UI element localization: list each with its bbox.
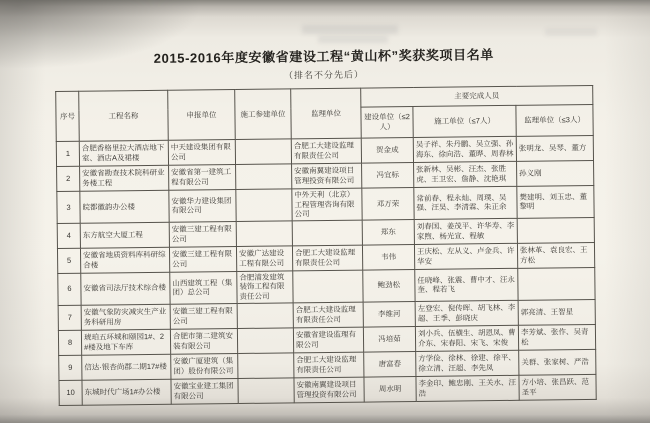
cell-builder-people: 冯宜标 <box>362 162 414 188</box>
cell-supervision-unit: 安徽南翼建设项目管理投资有限公司 <box>292 163 362 189</box>
cell-supervision-unit: 合肥工大建设监理有限责任公司 <box>293 302 363 328</box>
cell-project-name: 安徽省司法厅技术综合楼 <box>81 272 170 305</box>
awards-table <box>55 85 597 406</box>
column-header-project-name: 工程名称 <box>79 90 169 141</box>
cell-supervisor-people: 郭亮清、王智星 <box>518 299 595 325</box>
cell-constructor-people: 方学俭、徐林、徐建、徐平、徐立清、汪超、李先凤 <box>416 350 519 376</box>
cell-construction-participant: 安徽广达建设工程有限公司 <box>236 246 292 272</box>
cell-construction-participant <box>236 189 292 221</box>
cell-supervision-unit: 中外天利（北京）工程管理咨询有限公司 <box>292 188 362 221</box>
column-header-applicant-unit: 申报单位 <box>168 90 236 141</box>
cell-applicant-unit: 合肥市第二建筑安装有限公司 <box>170 328 237 354</box>
cell-supervisor-people: 方小培、张昌跃、范圣平 <box>519 374 596 400</box>
cell-builder-people: 郑东 <box>362 219 414 245</box>
cell-builder-people: 韦伟 <box>362 244 414 270</box>
cell-serial-number: 10 <box>59 380 82 405</box>
cell-builder-people: 唐富春 <box>364 351 416 377</box>
cell-supervisor-people: 张明龙、吴琴、董方 <box>516 135 593 161</box>
cell-applicant-unit: 安徽三建工程有限公司 <box>169 221 236 247</box>
cell-project-name: 安徽气象防灾减灾生产业务科研用房 <box>81 304 170 330</box>
column-header-supervisor-people: 监理单位（≤3人） <box>516 104 593 136</box>
cell-applicant-unit: 山西建筑工程（集团）总公司 <box>170 271 237 304</box>
cell-serial-number: 1 <box>56 141 79 166</box>
cell-supervision-unit: 合肥工大建设监理有限责任公司 <box>292 245 362 271</box>
cell-applicant-unit: 安徽三建工程有限公司 <box>169 246 236 272</box>
cell-constructor-people: 左登宏、倪传晖、胡飞林、李超、王季、彭晓庆 <box>415 300 518 326</box>
cell-builder-people: 贺金成 <box>361 137 413 163</box>
cell-supervision-unit <box>293 270 363 303</box>
cell-serial-number: 2 <box>57 166 80 191</box>
column-header-serial-number: 序号 <box>56 91 80 141</box>
cell-serial-number: 5 <box>57 248 80 273</box>
cell-serial-number: 7 <box>58 305 81 330</box>
cell-construction-participant <box>236 221 292 247</box>
cell-constructor-people: 张新林、吴彬、汪杰、张胜虎、王卫宏、詹静、沈艳琪 <box>414 161 517 187</box>
cell-serial-number: 6 <box>58 273 81 305</box>
column-header-construction-participant: 施工参建单位 <box>235 89 292 140</box>
cell-applicant-unit: 安徽宝业建工集团有限公司 <box>171 378 238 404</box>
cell-supervisor-people: 关群、张家树、严浩 <box>519 349 596 375</box>
column-header-supervision-unit: 监理单位 <box>291 88 362 139</box>
cell-applicant-unit: 安徽华力建设集团有限公司 <box>169 190 236 223</box>
cell-construction-participant <box>235 139 291 165</box>
table-row <box>59 374 596 405</box>
cell-builder-people: 冯培茹 <box>363 326 415 352</box>
cell-constructor-people: 吴子祥、朱丹鹏、吴立强、孙海东、徐向浩、董晔、周春林 <box>413 136 516 162</box>
cell-serial-number: 8 <box>58 330 81 355</box>
table-body <box>56 135 596 405</box>
cell-construction-participant <box>238 377 294 403</box>
cell-supervision-unit: 合肥工大建设监理有限责任公司 <box>294 352 364 378</box>
cell-project-name: 琥珀五环城和颐园1#、2#楼及地下车库 <box>81 329 170 355</box>
cell-supervision-unit: 安徽省建设监理有限公司 <box>293 327 363 353</box>
cell-constructor-people: 刘小兵、伍横生、胡恩凤、曹介东、宋春阳、宋飞、宋俊 <box>415 325 518 351</box>
column-header-main-personnel-group: 主要完成人员 <box>361 85 593 107</box>
cell-supervision-unit <box>292 220 362 246</box>
cell-project-name: 安徽省地质资料库科研综合楼 <box>80 247 169 273</box>
cell-constructor-people: 王庆松、左从义、卢金兵、许华安 <box>414 243 517 269</box>
cell-serial-number: 4 <box>57 223 80 248</box>
cell-serial-number: 9 <box>59 355 82 380</box>
page-title: 2015-2016年度安徽省建设工程“黄山杯”奖获奖项目名单 <box>153 47 494 66</box>
cell-builder-people: 邓万荣 <box>362 187 414 219</box>
cell-construction-participant: 合肥浦发建筑装饰工程有限责任公司 <box>237 271 293 303</box>
cell-construction-participant <box>237 327 293 353</box>
cell-project-name: 东方航空大厦工程 <box>80 222 169 248</box>
cell-applicant-unit: 安徽广厦建筑（集团）股份有限公司 <box>171 353 238 379</box>
cell-supervision-unit: 合肥工大建设监理有限责任公司 <box>291 138 361 164</box>
cell-supervisor-people <box>517 217 594 243</box>
cell-supervisor-people: 孙义刚 <box>517 160 594 186</box>
cell-constructor-people: 刘春国、姜茂平、许华寿、李家煦、杨光宣、程敏 <box>414 218 517 244</box>
cell-constructor-people: 任晓峰、张震、曹中才、汪永奎、程若飞 <box>415 268 518 301</box>
page-subtitle: （排名不分先后） <box>283 69 365 81</box>
cell-builder-people: 周水明 <box>364 376 416 402</box>
cell-project-name: 东城时代广场1#办公楼 <box>82 379 171 405</box>
cell-supervisor-people: 樊建明、刘玉忠、董黎明 <box>517 185 594 218</box>
cell-project-name: 信达·银杏尚郡二期17#楼 <box>82 354 171 380</box>
cell-builder-people: 鲍劲松 <box>363 269 415 301</box>
cell-constructor-people: 李金印、鲍忠刚、王关水、汪浩 <box>416 375 519 401</box>
column-header-builder-people: 建设单位（≤2人） <box>361 106 413 138</box>
cell-builder-people: 李维河 <box>363 301 415 327</box>
cell-applicant-unit: 中天建设集团有限公司 <box>168 140 235 166</box>
cell-applicant-unit: 安徽三建工程有限公司 <box>170 303 237 329</box>
cell-construction-participant <box>237 302 293 328</box>
cell-project-name: 安徽省勘查技术院科研业务楼工程 <box>80 165 169 191</box>
cell-supervision-unit: 安徽南翼建设项目管理投资有限公司 <box>294 377 364 403</box>
cell-applicant-unit: 安徽省第一建筑工程有限公司 <box>169 165 236 191</box>
cell-supervisor-people: 张林革、袁良宏、王方松 <box>517 242 594 268</box>
cell-serial-number: 3 <box>57 191 80 223</box>
cell-construction-participant <box>236 164 292 190</box>
cell-construction-participant <box>238 352 294 378</box>
cell-constructor-people: 常前春、程永灿、周璞、吴强、汪昊、李清霖、朱正余 <box>414 186 517 219</box>
cell-supervisor-people: 李芳斌、张作、吴青松 <box>518 324 595 350</box>
cell-project-name: 皖都徽韵办公楼 <box>80 190 169 223</box>
cell-project-name: 合肥香格里拉大酒店地下室、酒店A及裙楼 <box>79 140 168 166</box>
cell-supervisor-people <box>518 267 595 300</box>
column-header-constructor-people: 施工单位（≤7人） <box>413 105 516 137</box>
